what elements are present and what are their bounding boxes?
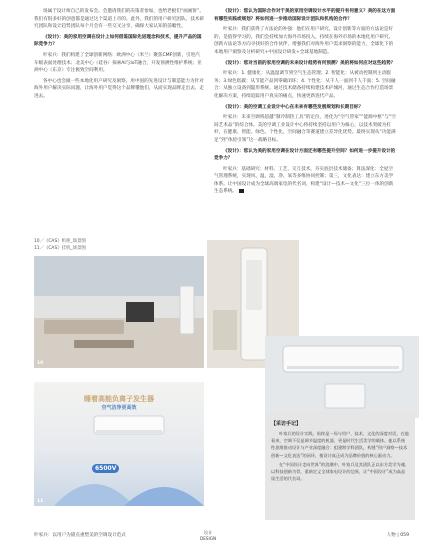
product-photo [265,336,419,418]
question-2: 《设计》：您认为国际合作对于美的家用空调设计水平的提升有何意义？美的在这方面有哪些实践或规划？将如何进一步推动国际设计团队和机构的合作？ [214,9,396,22]
living-room-illustration [34,256,204,368]
answer-3: 叶家兵：1. 健康化：从温湿调节到空气生态管理；2. 智能化：从被动控制到主动服务；3.绿色低碳：从节能产品到零碳闭环；4. 个性化：从千人一面到千人千面；5. 空间融合：从独立设备到隐形系统。通过技术储备持续构建技术护城河，通过生态合作打造场景化解决方案，持续追踪用户真实的痛点，快速更新迭代产品。 [214,71,396,99]
photo-number-11: 11 [37,499,44,504]
question-4: 《设计》：美的空调工业设计中心在未来有哪些发展规划和长期目标？ [223,104,364,110]
footer-magazine-logo [200,530,216,542]
interview-notes-box [265,412,415,520]
answer-5-text: 叶家兵：基础研究：材料、工艺、交互技术，夯实底层技术储备；算法深化：全屋空气管理系统，实现风、温、湿、净、氧等多维协同控制；第三，文化表达：建立东方美学体系。让中国设计成为全球高端家电的代名词，构建“设计—技术—文化”三位一体的创新生态系统。 [214,166,394,195]
photo-number-10: 10 [37,361,44,366]
footer-section-page: 人物 | 059 [386,533,409,538]
photo-captions [34,238,86,252]
interview-notes-title: 【采访手记】 [271,421,302,427]
answer-4: 叶家兵：未来空调将超越“制冷制热工具”的定位，进化为“空气管家”“能源中枢”与“空间艺术品”的综合体。美的空调工业设计中心将持续坚持以用户为核心，以技术突破为杠杆，在健康、智能、绿色、个性化、空间融合等赛道建立差异化优势。最终实现从“功能满足”到“体验引领”这一战略目标。 [214,115,396,143]
answer-1-cont: 各中心也会做一些本地化用户研究及洞察，用中国的先进设计与制造能力为针对海外用户解决实际问题，让海外用户觉得这个品牌懂他们，从而实现品牌走出去、走进去。 [34,78,204,99]
left-column [34,8,204,104]
wall-unit-poster [34,382,204,506]
interview-notes-text [271,430,409,484]
footer-article-title: 叶家兵：以用户为锚点重塑美的空调设计范式 [34,533,126,538]
product-illustration [265,336,419,418]
poster-subtitle: 空气洁净更高效 [101,405,137,411]
question-1: 《设计》：美的家用空调在设计上如何借鉴国际先进理念和技术，提升产品的国际竞争力？ [34,34,202,48]
end-mark-icon [239,189,244,193]
living-room-photo [34,256,204,368]
paragraph-intro: 场属于设计师自己的发布会。会邀请我们的决策者参加，也给老板们“画画饼”。我们有很多好的创意都是通过这个渠道上市的。此外，我们的用户研究团队、技术研究团队和设计趋势团队每个月会有一些交叉分享，确保大家认知的前瞻性。 [34,9,204,30]
question-5: 《设计》：您认为美的家用空调在设计方面还有哪些提升空间？如何进一步提升设计的竞争力？ [214,148,396,162]
wall-unit-illustration [34,382,204,506]
answer-5 [214,166,396,196]
poster-title: 睡着高能负离子发生器 [84,395,154,403]
question-3: 《设计》：您对当前的家用空调的未来设计趋势有何预测？美的将如何应对这些趋势？ [223,60,396,66]
answer-1: 叶家兵：我们构建了全球创新网络：欧洲中心（米兰）聚焦CMF创新，引进汽车级表面处理技术；北美中心（硅谷）探索AI与IoT融合，开发预测性维护系统；亚洲中心（东京）专注极致空间利用。 [34,52,202,74]
note-paragraph-1: 叶家兵的设计实践，始终是一场与用户、技术、文化的深度对话。在他看来，空调不仅是调节温度的机器，更是时代生活美学的载体。他以系统性思维推动设计与产业深度融合：组建跨学科团队，构建“用户洞察—技术创新—文化表达”的闭环，使设计真正成为品牌价值的核心驱动力。 [271,431,409,458]
caption-11: 11／《CAS》挂机_场景图 [34,246,86,251]
answer-2: 叶家兵：我们获得了方法论的补强：他们在用户研究、设计创新等方面的方法论是好的，是值得学习的。我们会持续加大海外市场投入，持续在海外市场的本地化用户研究、创新方法论等方向寻找好的合作伙伴，增强我们对海外用户需求洞察的能力，全球化下的本地用户洞察及分析研究+中国设计研发+全球基地制造。 [214,27,394,55]
right-column [214,8,396,199]
footer-logo-en: DESIGN [200,536,217,541]
caption-10: 10／《CAS》机柜_场景图 [34,239,86,244]
footer-logo-cn: 设计 [203,530,213,535]
voltage-badge: 6500V [92,464,119,473]
note-paragraph-2: 在“中国设计走向世界”的浪潮中，叶家兵及其团队正以东方美学为魂、以科技创新为骨，重新定义全球家电设计的边界，让“中国设计”成为高品质生活的代名词。 [271,461,409,482]
